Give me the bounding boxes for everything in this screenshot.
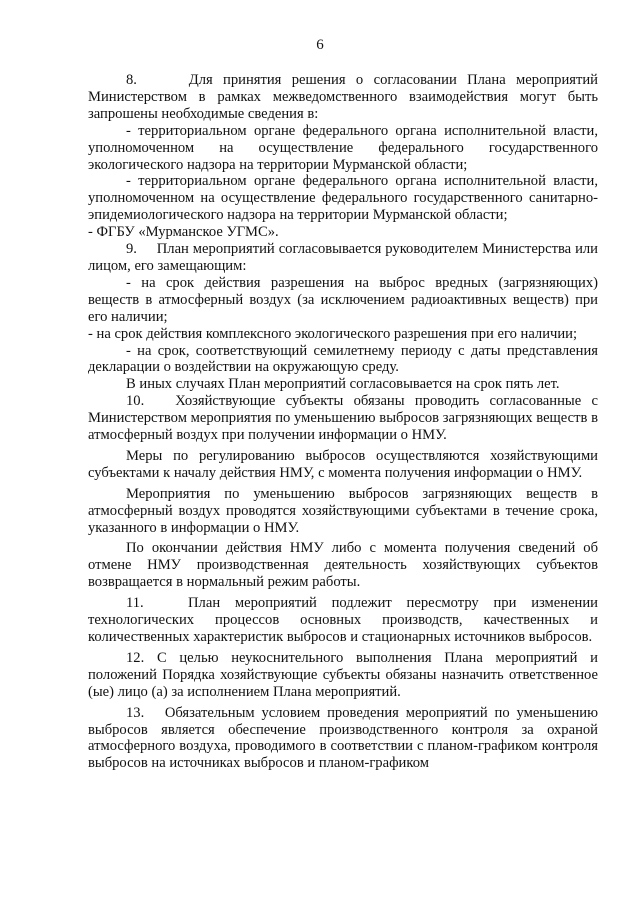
- paragraph: Мероприятия по уменьшению выбросов загрязняющих веществ в атмосферный воздух проводятся хозяйствующими субъектами в течение срока, указанного в информации о НМУ.: [88, 485, 598, 536]
- list-item: - территориальном органе федерального органа исполнительной власти, уполномоченном на осуществление федерального государственного санитарно-эпидемиологического надзора на территории Мурманской области;: [88, 173, 598, 224]
- list-item: - территориальном органе федерального органа исполнительной власти, уполномоченном на осуществление федерального государственного экологического надзора на территории Мурманской области;: [88, 122, 598, 173]
- list-item: - на срок действия разрешения на выброс вредных (загрязняющих) веществ в атмосферный воздух (за исключением радиоактивных веществ) при его наличии;: [88, 274, 598, 325]
- paragraph-9: 9. План мероприятий согласовывается руководителем Министерства или лицом, его замещающим:: [88, 241, 598, 274]
- paragraph: Меры по регулированию выбросов осуществляются хозяйствующими субъектами к началу действия НМУ, с момента получения информации о НМУ.: [88, 447, 598, 481]
- paragraph: В иных случаях План мероприятий согласовывается на срок пять лет.: [126, 376, 560, 393]
- list-item: - на срок действия комплексного экологического разрешения при его наличии;: [88, 325, 578, 342]
- page-number: 6: [316, 37, 324, 53]
- paragraph-13: 13. Обязательным условием проведения мероприятий по уменьшению выбросов является обеспечение производственного контроля за охраной атмосферного воздуха, проводимого в соответствии с планом-графиком контроля выбросов на источниках выбросов и планом-графиком: [88, 704, 598, 772]
- document-body: [88, 72, 598, 772]
- paragraph: По окончании действия НМУ либо с момента получения сведений об отмене НМУ производственная деятельность хозяйствующих субъектов возвращается в нормальный режим работы.: [88, 540, 598, 591]
- paragraph-11: 11. План мероприятий подлежит пересмотру при изменении технологических процессов основных производств, качественных и количественных характеристик выбросов и стационарных источников выбросов.: [88, 595, 598, 645]
- paragraph-8: 8. Для принятия решения о согласовании Плана мероприятий Министерством в рамках межведомственного взаимодействия могут быть запрошены необходимые сведения в:: [88, 72, 598, 122]
- list-item: - на срок, соответствующий семилетнему периоду с даты представления декларации о воздействии на окружающую среду.: [88, 342, 598, 376]
- paragraph-12: 12. С целью неукоснительного выполнения Плана мероприятий и положений Порядка хозяйствующие субъекты обязаны назначить ответственное (ые) лицо (а) за исполнением Плана мероприятий.: [88, 649, 598, 700]
- paragraph-10: 10. Хозяйствующие субъекты обязаны проводить согласованные с Министерством мероприятия по уменьшению выбросов загрязняющих веществ в атмосферный воздух при получении информации о НМУ.: [88, 393, 598, 444]
- list-item: - ФГБУ «Мурманское УГМС».: [88, 224, 279, 241]
